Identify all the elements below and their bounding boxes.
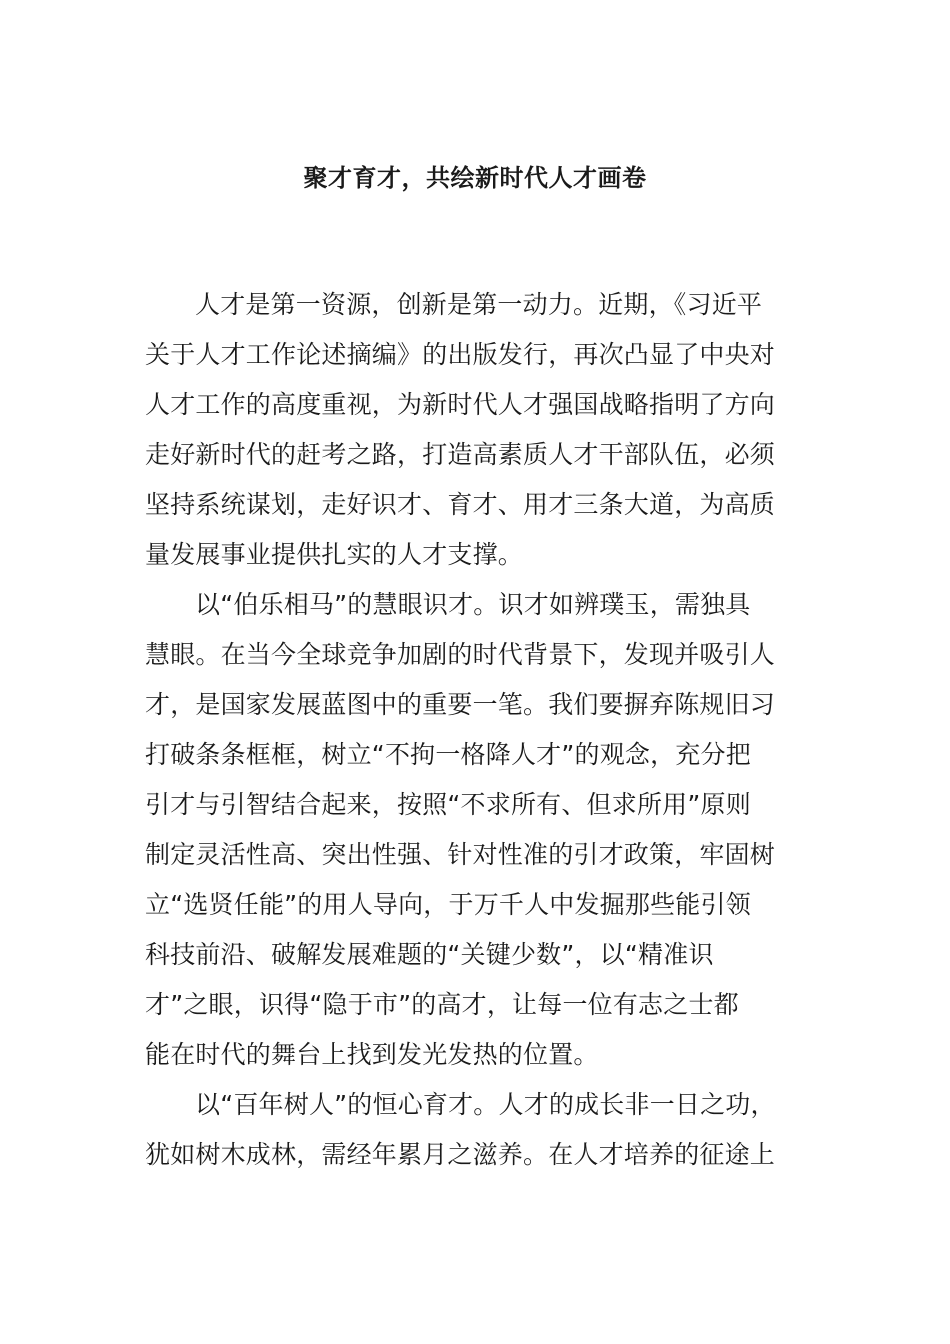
text-line: 人才工作的高度重视，为新时代人才强国战略指明了方向 [145,390,776,419]
text-line: 才，是国家发展蓝图中的重要一笔。我们要摒弃陈规旧习 [145,690,776,719]
text-line: 走好新时代的赶考之路，打造高素质人才干部队伍，必须 [145,440,776,469]
text-line: 坚持系统谋划，走好识才、育才、用才三条大道，为高质 [145,490,776,519]
text-line: 人才是第一资源，创新是第一动力。近期，《习近平 [195,290,763,319]
text-line: 引才与引智结合起来，按照“不求所有、但求所用”原则 [145,790,751,819]
text-line: 制定灵活性高、突出性强、针对性准的引才政策，牢固树 [145,840,776,869]
text-line: 量发展事业提供扎实的人才支撑。 [145,540,524,569]
text-line: 立“选贤任能”的用人导向，于万千人中发掘那些能引领 [145,890,751,919]
text-line: 以“伯乐相马”的慧眼识才。识才如辨璞玉，需独具 [195,590,751,619]
text-line: 关于人才工作论述摘编》的出版发行，再次凸显了中央对 [145,340,776,369]
text-line: 打破条条框框，树立“不拘一格降人才”的观念，充分把 [145,740,751,769]
text-line: 能在时代的舞台上找到发光发热的位置。 [145,1040,599,1069]
document-title: 聚才育才，共绘新时代人才画卷 [303,164,647,192]
text-line: 才”之眼，识得“隐于市”的高才，让每一位有志之士都 [145,990,739,1019]
text-line: 科技前沿、破解发展难题的“关键少数”，以“精准识 [145,940,714,969]
document-body [145,280,835,1180]
text-line: 以“百年树人”的恒心育才。人才的成长非一日之功， [195,1090,776,1119]
text-line: 慧眼。在当今全球竞争加剧的时代背景下，发现并吸引人 [145,640,776,669]
text-line: 犹如树木成林，需经年累月之滋养。在人才培养的征途上 [145,1140,776,1169]
